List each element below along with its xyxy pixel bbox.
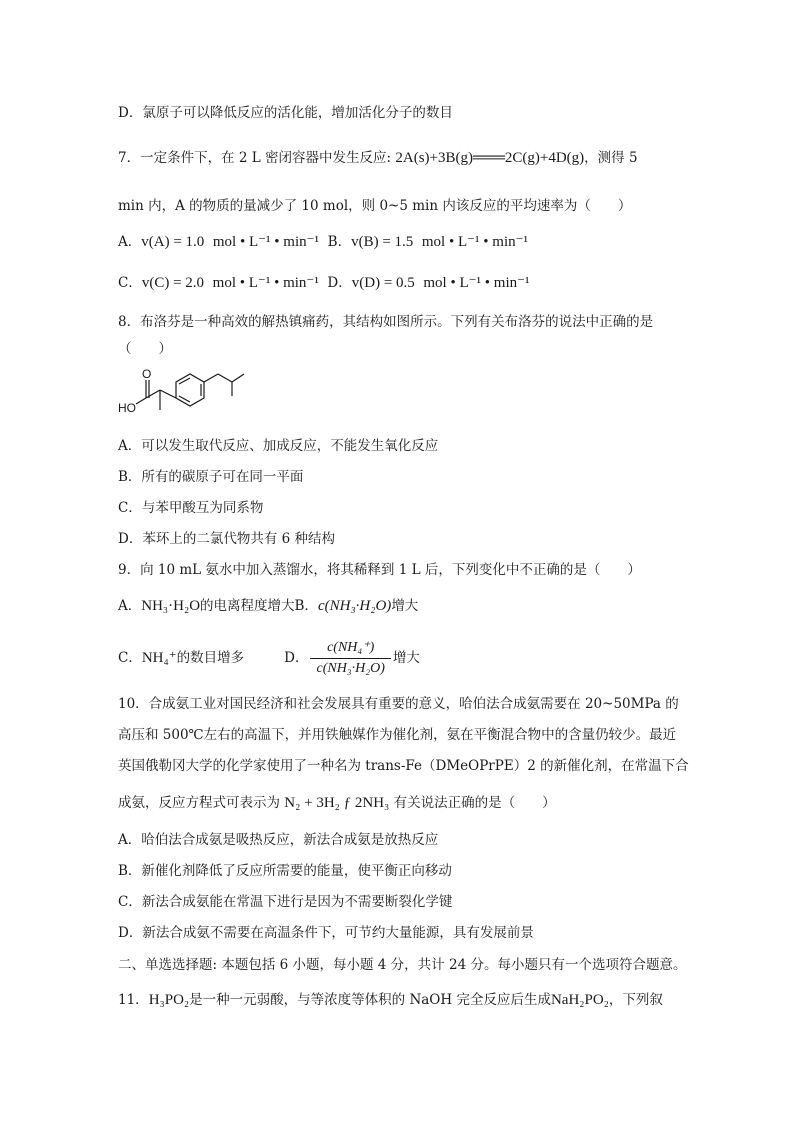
q7-options-cd — [118, 273, 530, 293]
q7-opt-d-label: D． — [327, 275, 352, 291]
q7-stem-line1 — [118, 148, 638, 168]
q10-line4 — [118, 793, 556, 813]
q7-opt-d-expr: v(D) = 0.5 — [351, 275, 415, 291]
q11-b: 是一种一元弱酸，与等浓度等体积的 NaOH 完全反应后生成 — [189, 992, 551, 1008]
q7-opt-a-unit: mol • L⁻¹ • min⁻¹ — [212, 234, 320, 250]
q10-option-c: C．新法合成氨能在常温下进行是因为不需要断裂化学键 — [118, 894, 453, 910]
q7-opt-c-label: C． — [118, 275, 142, 291]
q9-d-text: 增大 — [392, 650, 420, 666]
q7-equation: 2A(s)+3B(g)═══2C(g)+4D(g) — [395, 150, 585, 166]
q8-option-c: C．与苯甲酸互为同系物 — [118, 500, 264, 516]
q8-stem: 8．布洛芬是一种高效的解热镇痛药，其结构如图所示。下列有关布洛芬的说法中正确的是 — [118, 314, 654, 330]
q9-a-label: A． — [118, 598, 142, 614]
q9-stem: 9．向 10 mL 氨水中加入蒸馏水，将其稀释到 1 L 后，下列变化中不正确的是（ ） — [118, 562, 641, 578]
q7-options-ab — [118, 232, 528, 252]
q9-b-label: B． — [294, 598, 318, 614]
q9-d-denominator: c(NH₃·H₂O) — [316, 661, 385, 676]
q10-line2: 高压和 500℃左右的高温下，并用铁触媒作为催化剂，氨在平衡混合物中的含量仍较少。最近 — [118, 727, 677, 743]
section2-heading: 二、单选选择题: 本题包括 6 小题，每小题 4 分，共计 24 分。每小题只有一个选项符合题意。 — [118, 957, 687, 973]
q11-formula-2: NaH₂PO₂ — [550, 992, 609, 1008]
mol-oxygen-label: O — [142, 367, 152, 381]
q7-opt-a-expr: v(A) = 1.0 — [141, 234, 205, 250]
q7-stem-b: ，测得 5 — [584, 150, 638, 166]
q9-d-numerator: c(NH₄⁺) — [310, 638, 390, 659]
q7-opt-b-expr: v(B) = 1.5 — [351, 234, 414, 250]
q7-opt-b-unit: mol • L⁻¹ • min⁻¹ — [421, 234, 529, 250]
q7-opt-c-unit: mol • L⁻¹ • min⁻¹ — [212, 275, 319, 291]
q10-option-d: D．新法合成氨不需要在高温条件下，可节约大量能源，具有发展前景 — [118, 925, 534, 941]
q9-a-formula: NH₃·H₂O — [141, 598, 201, 614]
q9-options-ab — [118, 596, 418, 616]
q8-option-d: D．苯环上的二氯代物共有 6 种结构 — [118, 531, 335, 547]
q8-option-b: B．所有的碳原子可在同一平面 — [118, 469, 304, 485]
q10-line4-a: 成氨，反应方程式可表示为 — [118, 795, 280, 811]
q9-c-label: C． — [118, 650, 142, 666]
q9-c-text: 的数目增多 — [176, 650, 245, 666]
q9-c-formula: NH₄⁺ — [141, 650, 177, 666]
mol-hydroxyl-label: HO — [118, 401, 136, 415]
q10-line4-b: 有关说法正确的是（ ） — [393, 795, 556, 811]
q7-opt-c-expr: v(C) = 2.0 — [141, 275, 205, 291]
q9-d-fraction — [310, 638, 390, 679]
q6-option-d: D．氯原子可以降低反应的活化能，增加活化分子的数目 — [118, 105, 453, 121]
q9-options-cd — [118, 636, 420, 680]
q10-option-a: A．哈伯法合成氨是吸热反应，新法合成氨是放热反应 — [118, 832, 439, 848]
q8-option-a: A．可以发生取代反应、加成反应，不能发生氧化反应 — [118, 438, 439, 454]
q11-formula-1: H₃PO₂ — [148, 992, 190, 1008]
q9-b-formula: c(NH₃·H₂O) — [317, 598, 392, 614]
q7-stem-a: 7．一定条件下，在 2 L 密闭容器中发生反应: — [118, 150, 392, 166]
q10-equation: N₂ + 3H₂ ƒ 2NH₃ — [284, 795, 390, 811]
q7-stem-line2: min 内，A 的物质的量减少了 10 mol，则 0~5 min 内该反应的平均速率为（ ） — [118, 198, 632, 214]
q11-stem — [118, 990, 663, 1010]
q10-option-b: B．新催化剂降低了反应所需要的能量，使平衡正向移动 — [118, 863, 452, 879]
q9-a-text: 的电离程度增大 — [200, 598, 295, 614]
q7-opt-d-unit: mol • L⁻¹ • min⁻¹ — [423, 275, 530, 291]
ibuprofen-structure — [118, 366, 288, 432]
q9-b-text: 增大 — [391, 598, 419, 614]
q11-c: ，下列叙 — [608, 992, 663, 1008]
q8-paren: （ ） — [118, 341, 172, 357]
q9-d-label: D． — [284, 650, 309, 666]
q10-line1: 10．合成氨工业对国民经济和社会发展具有重要的意义，哈伯法合成氨需要在 20~50MPa 的 — [118, 696, 679, 712]
q11-a: 11． — [118, 992, 149, 1008]
q10-line3: 英国俄勒冈大学的化学家使用了一种名为 trans-Fe（DMeOPrPE）2 的新催化剂，在常温下合 — [118, 758, 689, 774]
q7-opt-b-label: B． — [327, 234, 352, 250]
q7-opt-a-label: A． — [118, 234, 142, 250]
